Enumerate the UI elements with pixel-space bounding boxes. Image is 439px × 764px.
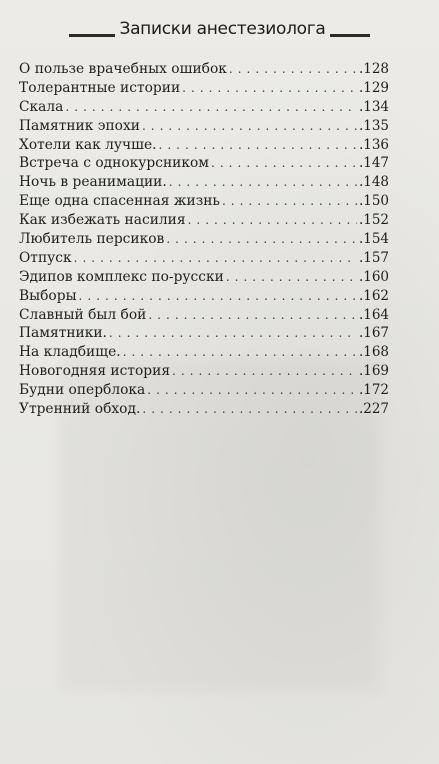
toc-entry-page: .128: [358, 61, 389, 77]
running-head-rule-right: [330, 34, 370, 37]
toc-entry-page: .162: [358, 287, 389, 304]
toc-entry: [19, 249, 389, 268]
toc-entry-page: .129: [358, 79, 389, 96]
toc-leader-dots: [172, 362, 357, 381]
toc-leader-dots: [148, 306, 357, 325]
toc-entry: [19, 324, 389, 343]
toc-entry: [19, 268, 389, 287]
toc-entry-title: Памятник эпохи: [19, 117, 140, 134]
toc-entry: [19, 154, 389, 173]
toc-entry-title: Памятники.: [19, 325, 107, 342]
toc-entry-title: Как избежать насилия: [19, 212, 186, 229]
toc-entry-page: .167: [358, 325, 389, 342]
toc-entry: [19, 117, 389, 136]
toc-entry-title: Любитель персиков: [19, 231, 165, 248]
toc-leader-dots: [188, 211, 357, 230]
toc-leader-dots: [123, 343, 357, 362]
toc-entry-title: Славный был бой: [19, 306, 147, 323]
toc-leader-dots: [229, 60, 357, 79]
toc-entry: [19, 306, 389, 325]
toc-leader-dots: [142, 400, 357, 419]
toc-entry-title: Эдипов комплекс по-русски: [19, 268, 224, 285]
toc-entry-page: .227: [358, 401, 389, 418]
toc-entry: [19, 192, 389, 211]
toc-entry-title: О пользе врачебных ошибок: [19, 61, 227, 77]
toc-entry-title: Хотели как лучше.: [19, 136, 157, 153]
table-of-contents: [19, 60, 389, 419]
toc-entry-page: .152: [358, 212, 389, 229]
toc-entry-title: Толерантные истории: [19, 79, 181, 96]
toc-entry-page: .148: [358, 174, 389, 191]
toc-leader-dots: [182, 79, 357, 98]
toc-entry: [19, 60, 389, 79]
toc-entry-title: Встреча с однокурсником: [19, 155, 209, 172]
toc-entry-title: Ночь в реанимации.: [19, 174, 167, 191]
toc-entry-page: .150: [358, 193, 389, 210]
toc-entry-page: .172: [358, 382, 389, 399]
toc-leader-dots: [159, 136, 357, 155]
toc-entry-page: .147: [358, 155, 389, 172]
toc-entry-title: Утренний обход.: [19, 401, 141, 418]
toc-leader-dots: [65, 98, 357, 117]
toc-entry: [19, 230, 389, 249]
toc-leader-dots: [109, 324, 357, 343]
toc-leader-dots: [79, 287, 357, 306]
toc-entry: [19, 287, 389, 306]
toc-entry-page: .134: [358, 98, 389, 115]
toc-entry-page: .154: [358, 231, 389, 248]
toc-leader-dots: [142, 117, 357, 136]
toc-entry-title: Еще одна спасенная жизнь: [19, 193, 220, 210]
toc-entry-title: Новогодняя история: [19, 363, 171, 380]
toc-leader-dots: [74, 249, 357, 268]
toc-entry-page: .157: [358, 249, 389, 266]
toc-entry: [19, 173, 389, 192]
toc-entry-title: Будни оперблока: [19, 382, 146, 399]
toc-entry: [19, 98, 389, 117]
toc-leader-dots: [169, 173, 357, 192]
toc-entry-page: .160: [358, 268, 389, 285]
toc-leader-dots: [166, 230, 357, 249]
toc-leader-dots: [147, 381, 357, 400]
toc-entry-title: Скала: [19, 98, 64, 115]
toc-entry: [19, 400, 389, 419]
toc-entry: [19, 79, 389, 98]
toc-entry: [19, 343, 389, 362]
toc-entry-title: Выборы: [19, 287, 77, 304]
running-head-title: Записки анестезиолога: [119, 19, 326, 39]
toc-entry-page: .169: [358, 363, 389, 380]
toc-entry-page: .164: [358, 306, 389, 323]
toc-entry: [19, 211, 389, 230]
toc-entry: [19, 136, 389, 155]
toc-entry-title: На кладбище.: [19, 344, 121, 361]
toc-entry-title: Отпуск: [19, 249, 72, 266]
toc-entry-page: .168: [358, 344, 389, 361]
toc-leader-dots: [211, 154, 357, 173]
running-head: [0, 19, 439, 39]
toc-entry: [19, 381, 389, 400]
toc-leader-dots: [222, 192, 357, 211]
toc-entry-page: .135: [358, 117, 389, 134]
toc-entry: [19, 362, 389, 381]
running-head-rule-left: [69, 34, 115, 37]
toc-entry-page: .136: [358, 136, 389, 153]
toc-leader-dots: [226, 268, 357, 287]
